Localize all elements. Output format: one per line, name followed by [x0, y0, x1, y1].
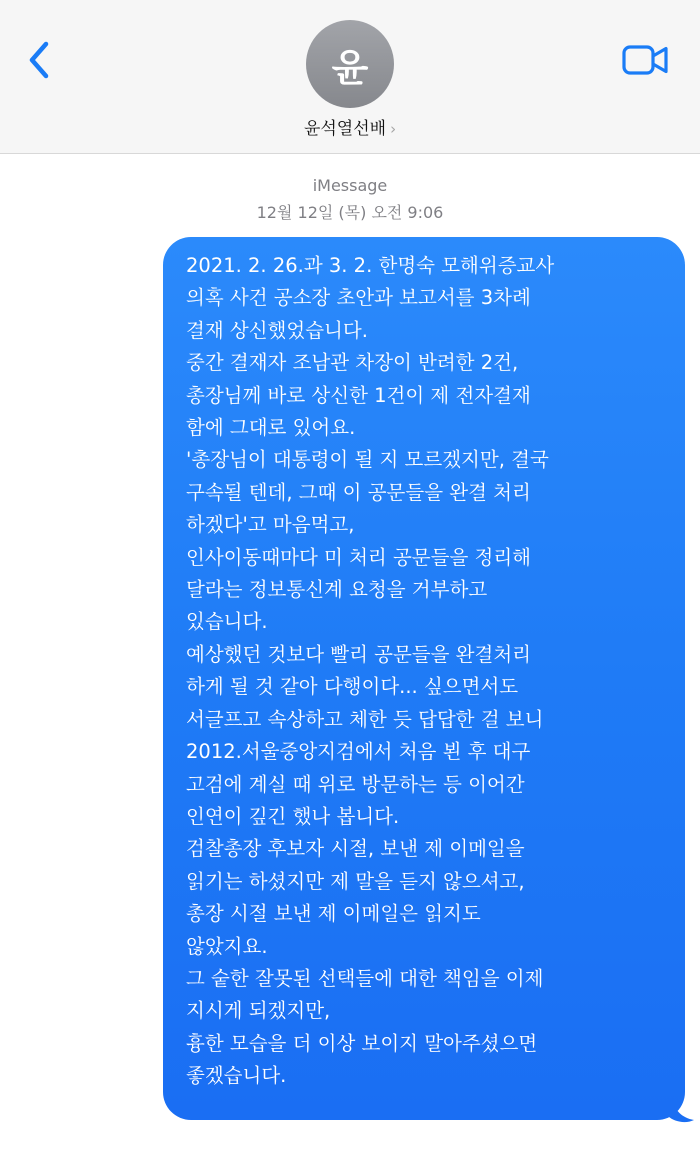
facetime-video-button[interactable] [621, 42, 671, 78]
bubble-tail [668, 1098, 696, 1124]
message-line: 인연이 깊긴 했나 봅니다. [186, 804, 400, 828]
message-line: 총장 시절 보낸 제 이메일은 읽지도 [186, 902, 481, 926]
message-line: 않았지요. [186, 934, 268, 958]
contact-name: 윤석열선배 [303, 119, 387, 139]
message-line: 달라는 정보통신계 요청을 거부하고 [186, 578, 488, 602]
message-line: 2012.서울중앙지검에서 처음 뵌 후 대구 [186, 740, 531, 764]
chevron-right-icon: › [390, 120, 397, 138]
message-line: 서글프고 속상하고 체한 듯 답답한 걸 보니 [186, 707, 544, 731]
message-line: '총장님이 대통령이 될 지 모르겠지만, 결국 [186, 448, 549, 472]
message-line: 중간 결재자 조남관 차장이 반려한 2건, [186, 351, 519, 375]
message-line: 인사이동때마다 미 처리 공문들을 정리해 [186, 545, 532, 569]
message-line: 하게 될 것 같아 다행이다... 싶으면서도 [186, 675, 519, 699]
service-label: iMessage [312, 176, 388, 195]
message-line: 그 숱한 잘못된 선택들에 대한 책임을 이제 [186, 966, 544, 990]
video-camera-icon [621, 42, 671, 78]
message-line: 결재 상신했었습니다. [186, 318, 368, 342]
message-bubble[interactable] [163, 237, 685, 1120]
message-timestamp: 12월 12일 (목) 오전 9:06 [256, 203, 444, 222]
message-line: 고검에 계실 때 위로 방문하는 등 이어간 [186, 772, 525, 796]
message-line: 지시게 되겠지만, [186, 999, 331, 1023]
message-line: 흉한 모습을 더 이상 보이지 말아주셨으면 [186, 1031, 538, 1055]
message-line: 구속될 텐데, 그때 이 공문들을 완결 처리 [186, 480, 531, 504]
avatar-initial: 윤 [331, 45, 369, 90]
message-line: 검찰총장 후보자 시절, 보낸 제 이메일을 [186, 837, 525, 861]
back-button[interactable] [24, 36, 56, 84]
chevron-left-icon [24, 36, 56, 84]
contact-name-row[interactable] [0, 114, 700, 139]
message-line: 총장님께 바로 상신한 1건이 제 전자결재 [186, 383, 531, 407]
message-line: 좋겠습니다. [186, 1064, 287, 1088]
message-line: 함에 그대로 있어요. [186, 416, 356, 440]
message-line: 있습니다. [186, 610, 268, 634]
contact-avatar[interactable] [306, 20, 394, 108]
message-line: 하겠다'고 마음먹고, [186, 513, 355, 537]
message-line: 읽기는 하셨지만 제 말을 듣지 않으셔고, [186, 869, 525, 893]
message-line: 예상했던 것보다 빨리 공문들을 완결처리 [186, 642, 532, 666]
message-line: 2021. 2. 26.과 3. 2. 한명숙 모해위증교사 [186, 254, 555, 277]
message-line: 의혹 사건 공소장 초안과 보고서를 3차례 [186, 286, 531, 310]
conversation-header [0, 0, 700, 154]
